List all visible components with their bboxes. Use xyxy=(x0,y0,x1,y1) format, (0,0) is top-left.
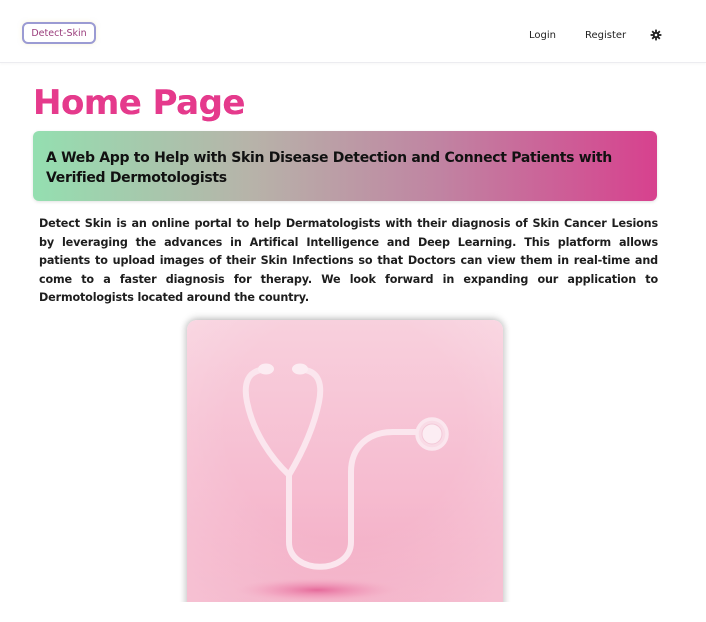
page-bottom-background xyxy=(0,602,706,622)
tagline-banner xyxy=(33,131,657,201)
stethoscope-icon xyxy=(187,320,503,622)
page-title: Home Page xyxy=(33,80,245,126)
brand-logo-button[interactable]: Detect-Skin xyxy=(22,22,96,44)
hero-image xyxy=(187,320,503,622)
login-link[interactable]: Login xyxy=(529,30,556,41)
nav-links xyxy=(0,30,706,46)
navbar xyxy=(0,0,706,63)
theme-toggle-button[interactable] xyxy=(650,29,662,41)
description-paragraph: Detect Skin is an online portal to help Dermatologists with their diagnosis of Skin Cancer Lesions by leveraging the advances in Artifical Intelligence and Deep Learning. This platform allows patients to upload images of their Skin Infections so that Doctors can view them in real-time and come to a faster diagnosis for therapy. We look forward in expanding our application to Dermotologists located around the country. xyxy=(39,217,658,305)
register-link[interactable]: Register xyxy=(585,30,627,41)
banner-text: A Web App to Help with Skin Disease Detection and Connect Patients with Verified Dermotologists xyxy=(46,150,612,186)
gear-icon xyxy=(650,29,662,41)
